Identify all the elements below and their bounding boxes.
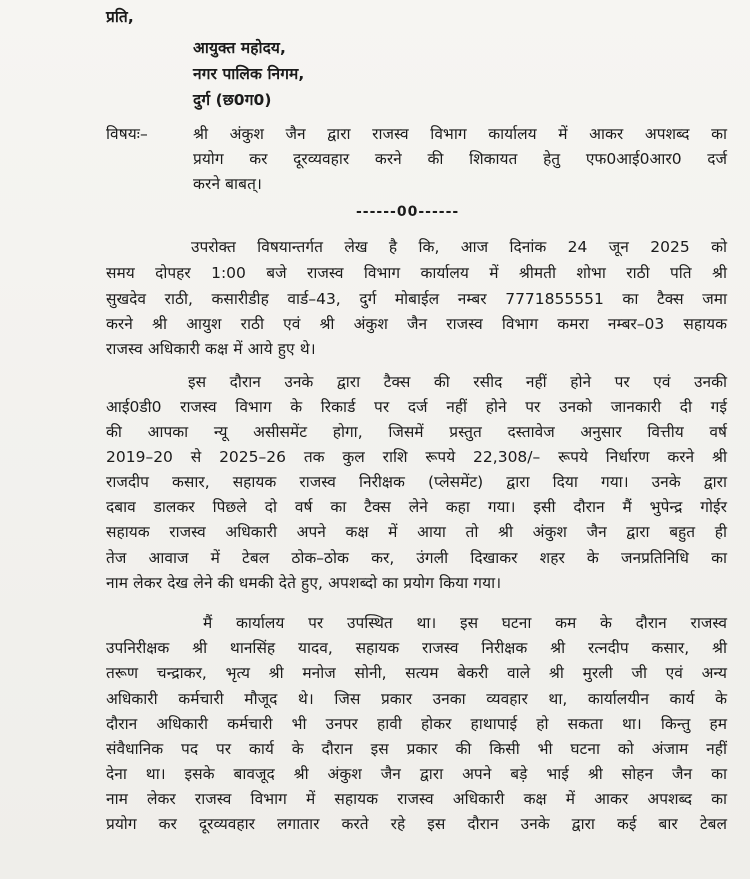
addressee-line-2: नगर पालिक निगम, bbox=[193, 65, 305, 83]
para3-line-6: संवैधानिक पद पर कार्य के दौरान इस प्रकार की किसी भी घटना को अंजाम नहीं bbox=[106, 740, 727, 758]
subject-line-2: प्रयोग कर दूरव्यवहार करने की शिकायत हेतु एफ0आई0आर0 दर्ज bbox=[193, 150, 727, 168]
para3-line-2: उपनिरीक्षक श्री थानसिंह यादव, सहायक राजस्व निरीक्षक श्री रत्नदीप कसार, श्री bbox=[106, 639, 727, 657]
para3-line-8: नाम लेकर राजस्व विभाग में सहायक राजस्व अधिकारी कक्ष में आकर अपशब्द का bbox=[106, 790, 727, 808]
para3-line-1: मैं कार्यालय पर उपस्थित था। इस घटना कम के दौरान राजस्व bbox=[203, 614, 727, 632]
para2-line-8: तेज आवाज में टेबल ठोक–ठोक कर, उंगली दिखाकर शहर के जनप्रतिनिधि का bbox=[106, 549, 727, 567]
para1-line-2: समय दोपहर 1:00 बजे राजस्व विभाग कार्यालय में श्रीमती शोभा राठी पति श्री bbox=[106, 264, 727, 282]
para3-line-5: दौरान अधिकारी कर्मचारी भी उनपर हावी होकर हाथापाई हो सकता था। किन्तु हम bbox=[106, 715, 727, 733]
para2-line-9: नाम लेकर देख लेने की धमकी देते हुए, अपशब्दो का प्रयोग किया गया। bbox=[106, 574, 502, 592]
para2-line-7: सहायक राजस्व अधिकारी अपने कक्ष में आया तो श्री अंकुश जैन द्वारा बहुत ही bbox=[106, 523, 727, 541]
para3-line-9: प्रयोग कर दूरव्यवहार लगातार करते रहे इस दौरान उनके द्वारा कई बार टेबल bbox=[106, 815, 727, 833]
para3-line-4: अधिकारी कर्मचारी मौजूद थे। जिस प्रकार उनका व्यवहार था, कार्यालयीन कार्य के bbox=[106, 690, 727, 708]
prati-label: प्रति, bbox=[106, 8, 134, 26]
para2-line-5: राजदीप कसार, सहायक राजस्व निरीक्षक (प्लेसमेंट) द्वारा दिया गया। उनके द्वारा bbox=[106, 473, 727, 491]
section-divider: ------00------ bbox=[356, 204, 460, 220]
addressee-line-3: दुर्ग (छ0ग0) bbox=[193, 91, 272, 109]
para1-line-3: सुखदेव राठी, कसारीडीह वार्ड–43, दुर्ग मोबाईल नम्बर 7771855551 का टैक्स जमा bbox=[106, 290, 727, 308]
para2-line-4: 2019–20 से 2025–26 तक कुल राशि रूपये 22,308/– रूपये निर्धारण करने श्री bbox=[106, 448, 727, 466]
para3-line-7: देना था। इसके बावजूद श्री अंकुश जैन द्वारा अपने बड़े भाई श्री सोहन जैन का bbox=[106, 765, 727, 783]
subject-line-1: श्री अंकुश जैन द्वारा राजस्व विभाग कार्यालय में आकर अपशब्द का bbox=[193, 125, 727, 143]
para2-line-1: इस दौरान उनके द्वारा टैक्स की रसीद नहीं होने पर एवं उनकी bbox=[188, 373, 727, 391]
para1-line-1: उपरोक्त विषयान्तर्गत लेख है कि, आज दिनांक 24 जून 2025 को bbox=[191, 238, 727, 256]
addressee-line-1: आयुक्त महोदय, bbox=[193, 39, 286, 57]
para1-line-4: करने श्री आयुश राठी एवं श्री अंकुश जैन राजस्व विभाग कमरा नम्बर–03 सहायक bbox=[106, 315, 727, 333]
para2-line-2: आई0डी0 राजस्व विभाग के रिकार्ड पर दर्ज नहीं होने पर उनको जानकारी दी गई bbox=[106, 398, 727, 416]
para2-line-3: की आपका न्यू असीसमेंट होगा, जिसमें प्रस्तुत दस्तावेज अनुसार वित्तीय वर्ष bbox=[106, 423, 727, 441]
para2-line-6: दबाव डालकर पिछले दो वर्ष का टैक्स लेने कहा गया। इसी दौरान मैं भुपेन्द्र गोईर bbox=[106, 498, 727, 516]
para3-line-3: तरूण चन्द्राकर, भृत्य श्री मनोज सोनी, सत्यम बेकरी वाले श्री मुरली जी एवं अन्य bbox=[106, 664, 727, 682]
para1-line-5: राजस्व अधिकारी कक्ष में आये हुए थे। bbox=[106, 340, 316, 358]
subject-line-3: करने बाबत्। bbox=[193, 175, 262, 193]
subject-label: विषयः– bbox=[106, 125, 148, 143]
